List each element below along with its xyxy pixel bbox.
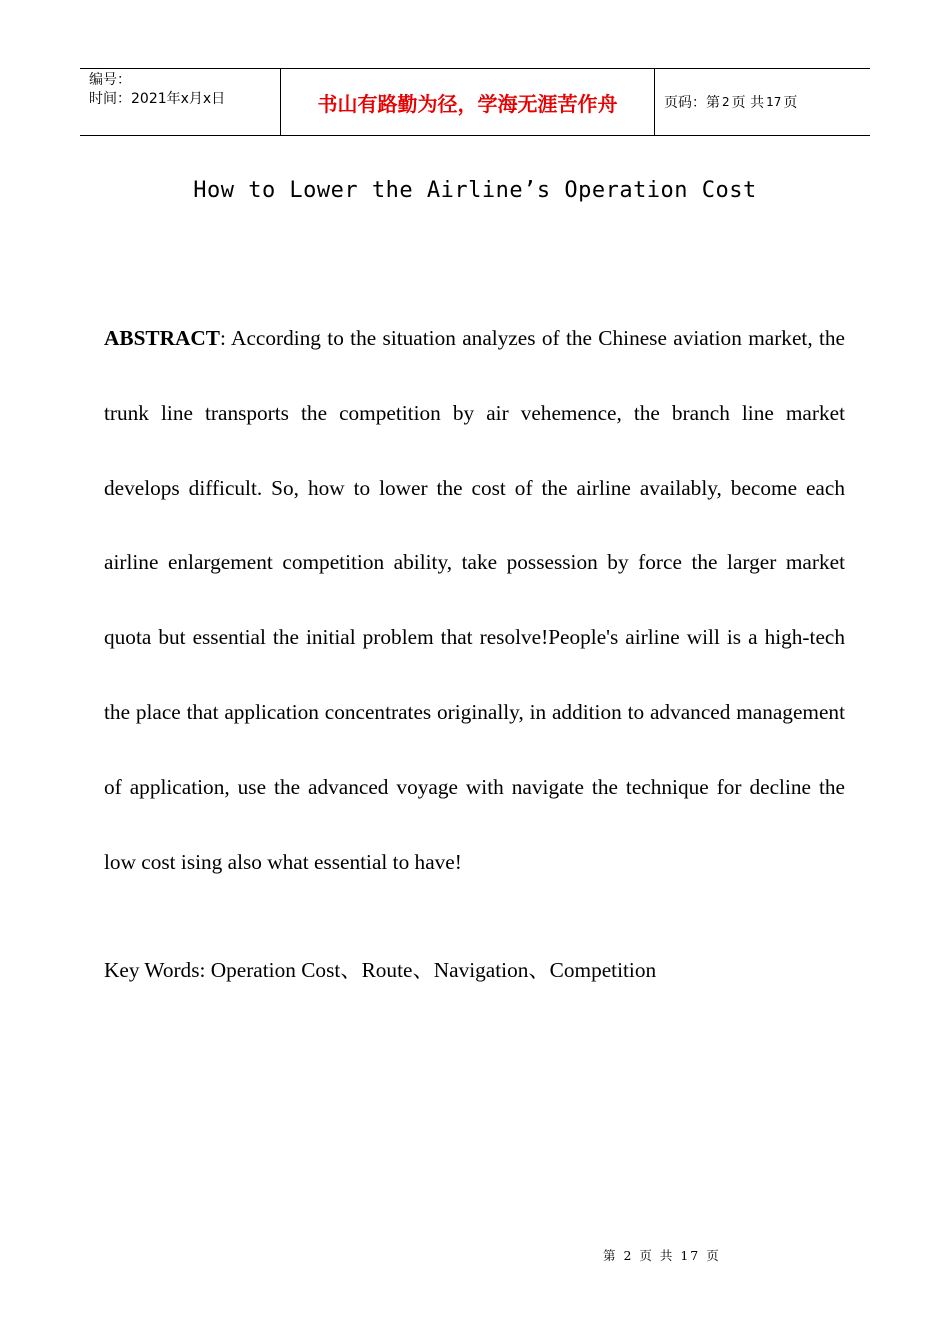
header-meta	[80, 69, 281, 135]
abstract-paragraph	[104, 301, 845, 899]
header-motto: 书山有路勤为径，学海无涯苦作舟	[281, 69, 655, 135]
document-header	[80, 68, 870, 136]
header-page-info	[655, 69, 870, 135]
page-footer: 第 2 页 共 17 页	[603, 1248, 721, 1263]
number-label: 编号：	[89, 72, 131, 88]
page-current: 2	[722, 95, 730, 109]
abstract-text: : According to the situation analyzes of the Chinese aviation market, the trunk line transports the competition by air vehemence, the branch line market develops difficult. So, how to lower the cost of the airline availably, become each airline enlargement competition ability, take possession by force the larger market quota but essential the initial problem that resolve!People's airline will is a high-tech the place that application concentrates originally, in addition to advanced management of application, use the advanced voyage with navigate the technique for decline the low cost ising also what essential to have!	[104, 326, 845, 874]
document-title: How to Lower the Airline’s Operation Cost	[193, 178, 757, 203]
keywords: Key Words: Operation Cost、Route、Navigation、Competition	[104, 958, 657, 982]
page-total: 17	[766, 95, 782, 109]
page-prefix: 页码：第	[664, 95, 720, 111]
page-suffix: 页	[783, 95, 798, 111]
page-mid: 页 共	[731, 95, 765, 111]
abstract-label: ABSTRACT	[104, 326, 220, 350]
date-label: 时间：2021年x月x日	[89, 91, 226, 107]
